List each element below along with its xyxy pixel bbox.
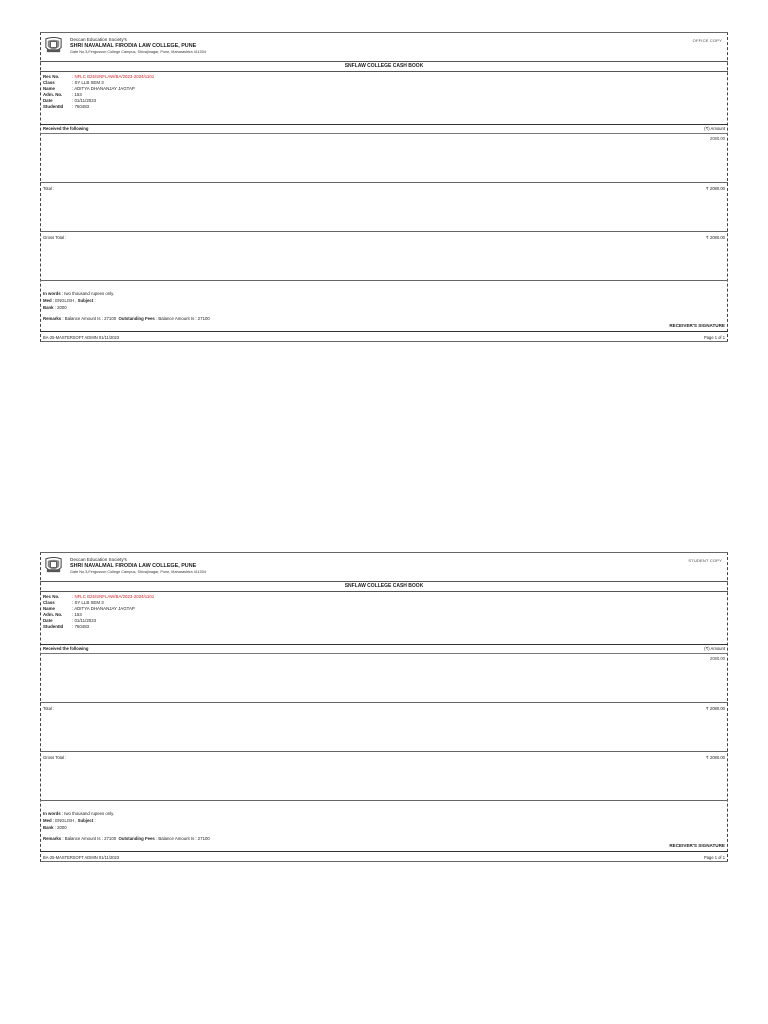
bottom-border xyxy=(40,861,728,862)
in-words-label: In words xyxy=(43,291,61,296)
outstanding-value: : Balance Amount Is : 27100 xyxy=(156,836,210,841)
gross-total-value: ₹ 2080.00 xyxy=(706,755,725,760)
bottom-border xyxy=(40,341,728,342)
amount-value: 2080.00 xyxy=(709,136,725,141)
page-number: Page 1 of 1 xyxy=(704,855,725,860)
field-label: StudentId xyxy=(43,103,64,109)
field-label: StudentId xyxy=(43,623,64,629)
cash-book-title: SNFLAW COLLEGE CASH BOOK xyxy=(40,61,728,72)
gross-total-label: Gross Total : xyxy=(43,755,67,760)
total-label: Total : xyxy=(43,186,55,191)
subject-value: : xyxy=(94,298,96,303)
remarks-line xyxy=(43,316,210,321)
receipt-header xyxy=(44,555,724,577)
in-words-value: : two thousand rupees only. xyxy=(61,291,115,296)
college-logo-icon xyxy=(44,556,63,575)
total-row xyxy=(40,182,728,193)
receipt-info xyxy=(43,74,154,109)
received-label: Received the following xyxy=(43,126,89,131)
med-label: Med xyxy=(43,298,52,303)
med-value: : ENGLISH , xyxy=(52,298,77,303)
remarks-label: Remarks xyxy=(43,316,62,321)
received-header-row xyxy=(40,644,728,654)
field-value: : 760483 xyxy=(72,103,90,109)
field-label: Name xyxy=(43,605,55,611)
college-address: Gate No.3,Fergusson College Campus, Shivajinagar, Pune, Maharashtra 411004 xyxy=(70,570,207,574)
field-value: : SY LLB SEM 3 xyxy=(72,599,104,605)
field-label: Adm. No. xyxy=(43,611,63,617)
gross-total-row xyxy=(40,231,728,242)
receiver-signature: RECEIVER'S SIGNATURE xyxy=(669,843,725,848)
in-words-line xyxy=(43,810,114,817)
total-value: ₹ 2080.00 xyxy=(706,186,725,191)
field-label: Rec No. xyxy=(43,594,60,599)
remarks-value: : Balance Amount Is : 27100 xyxy=(62,836,117,841)
receipt-student-copy xyxy=(40,552,728,862)
society-name: Deccan Education Society's xyxy=(70,557,127,562)
outstanding-label: Outstanding Fees xyxy=(118,316,155,321)
payment-details xyxy=(43,810,114,831)
field-value: : NFLC B25/SNFLAW/BA/2023-2024/1101 xyxy=(72,74,155,79)
cash-book-title: SNFLAW COLLEGE CASH BOOK xyxy=(40,581,728,592)
footer-divider xyxy=(40,331,728,332)
field-value: : 153 xyxy=(72,611,82,617)
receipt-footer xyxy=(43,335,725,340)
college-name: SHRI NAVALMAL FIRODIA LAW COLLEGE, PUNE xyxy=(70,563,197,569)
college-name: SHRI NAVALMAL FIRODIA LAW COLLEGE, PUNE xyxy=(70,43,197,49)
top-border xyxy=(40,32,728,33)
field-label: Class xyxy=(43,599,55,605)
bank-line xyxy=(43,304,114,311)
receipt-header xyxy=(44,35,724,57)
in-words-line xyxy=(43,290,114,297)
receiver-signature: RECEIVER'S SIGNATURE xyxy=(669,323,725,328)
subject-value: : xyxy=(94,818,96,823)
copy-label: STUDENT COPY xyxy=(688,558,722,563)
payment-details xyxy=(43,290,114,311)
bank-label: Bank xyxy=(43,825,54,830)
info-row-student-id xyxy=(43,104,154,110)
receipt-office-copy xyxy=(40,32,728,342)
section-divider xyxy=(40,800,728,801)
in-words-value: : two thousand rupees only. xyxy=(61,811,115,816)
outstanding-value: : Balance Amount Is : 27100 xyxy=(156,316,210,321)
section-divider xyxy=(40,280,728,281)
subject-label: Subject xyxy=(77,298,94,303)
amount-header: (₹) Amount xyxy=(704,126,725,131)
gross-total-value: ₹ 2080.00 xyxy=(706,235,725,240)
bank-line xyxy=(43,824,114,831)
field-value: : 01/11/2023 xyxy=(72,97,97,103)
in-words-label: In words xyxy=(43,811,61,816)
field-label: Class xyxy=(43,79,55,85)
field-label: Rec No. xyxy=(43,74,60,79)
medium-line xyxy=(43,297,114,304)
field-value: : SY LLB SEM 3 xyxy=(72,79,104,85)
med-value: : ENGLISH , xyxy=(52,818,77,823)
received-label: Received the following xyxy=(43,646,89,651)
field-value: : 760483 xyxy=(72,623,90,629)
gross-total-label: Gross Total : xyxy=(43,235,67,240)
field-label: Name xyxy=(43,85,55,91)
field-value: : NFLC B25/SNFLAW/BA/2023-2024/1101 xyxy=(72,594,155,599)
remarks-value: : Balance Amount Is : 27100 xyxy=(62,316,117,321)
bank-value: : 2000 xyxy=(54,305,67,310)
total-label: Total : xyxy=(43,706,55,711)
outstanding-label: Outstanding Fees xyxy=(118,836,155,841)
society-name: Deccan Education Society's xyxy=(70,37,127,42)
amount-header: (₹) Amount xyxy=(704,646,725,651)
gross-total-row xyxy=(40,751,728,762)
total-row xyxy=(40,702,728,713)
received-header-row xyxy=(40,124,728,134)
field-label: Date xyxy=(43,97,53,103)
info-row-student-id xyxy=(43,624,154,630)
medium-line xyxy=(43,817,114,824)
page-number: Page 1 of 1 xyxy=(704,335,725,340)
total-value: ₹ 2080.00 xyxy=(706,706,725,711)
field-value: : ADITYA DHANANJAY JAGTAP xyxy=(72,605,135,611)
copy-label: OFFICE COPY xyxy=(692,38,722,43)
top-border xyxy=(40,552,728,553)
college-address: Gate No.3,Fergusson College Campus, Shivajinagar, Pune, Maharashtra 411004 xyxy=(70,50,207,54)
bank-value: : 2000 xyxy=(54,825,67,830)
bank-label: Bank xyxy=(43,305,54,310)
college-logo-icon xyxy=(44,36,63,55)
subject-label: Subject xyxy=(77,818,94,823)
field-label: Adm. No. xyxy=(43,91,63,97)
field-value: : 153 xyxy=(72,91,82,97)
field-value: : ADITYA DHANANJAY JAGTAP xyxy=(72,85,135,91)
amount-value: 2080.00 xyxy=(709,656,725,661)
footer-left: BA-25-MASTERSOFT ADMIN 01/11/2023 xyxy=(43,855,120,860)
footer-divider xyxy=(40,851,728,852)
receipt-info xyxy=(43,594,154,629)
field-value: : 01/11/2023 xyxy=(72,617,97,623)
remarks-label: Remarks xyxy=(43,836,62,841)
med-label: Med xyxy=(43,818,52,823)
receipt-footer xyxy=(43,855,725,860)
field-label: Date xyxy=(43,617,53,623)
remarks-line xyxy=(43,836,210,841)
footer-left: BA-25-MASTERSOFT ADMIN 01/11/2023 xyxy=(43,335,120,340)
